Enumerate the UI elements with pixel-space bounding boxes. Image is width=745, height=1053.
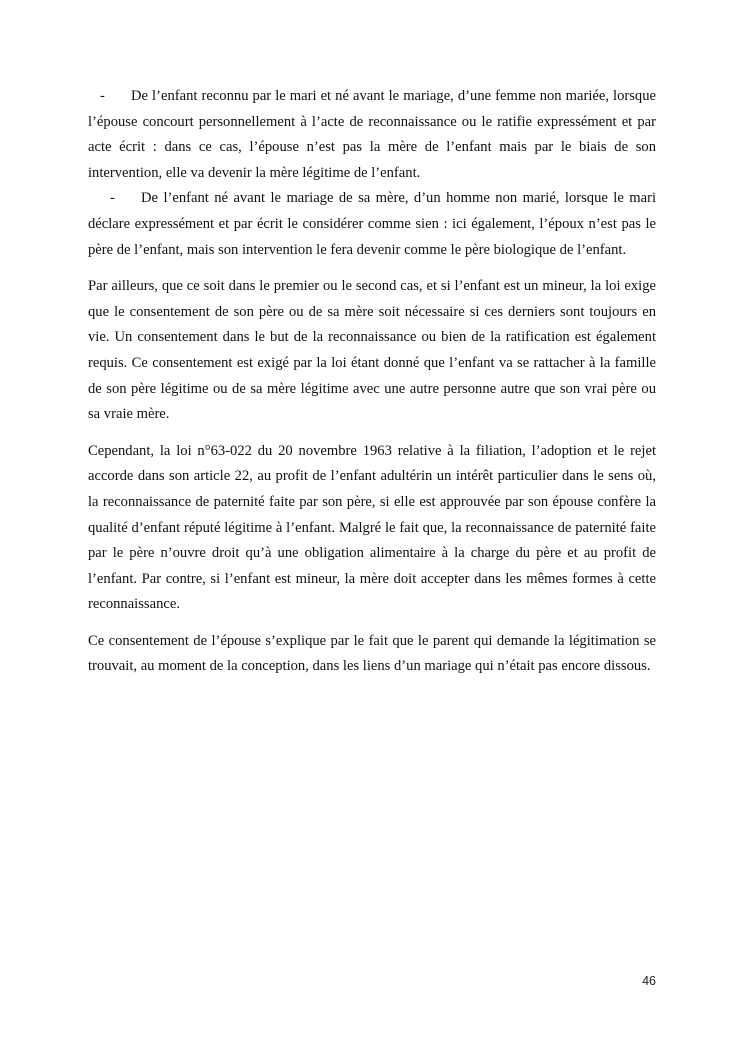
document-page — [88, 84, 656, 680]
bullet-dash: - — [110, 190, 115, 207]
bullet-dash: - — [100, 88, 105, 104]
body-paragraph: Ce consentement de l’épouse s’explique par le fait que le parent qui demande la légitimation se trouvait, au moment de la conception, dans les liens d’un mariage qui n’était pas encore dissous. — [88, 632, 656, 675]
page-number: 46 — [642, 974, 656, 988]
bullet-item — [88, 186, 656, 263]
bullet-text: De l’enfant né avant le mariage de sa mère, d’un homme non marié, lorsque le mari déclare expressément et par écrit le considérer comme sien : ici également, l’époux n’est pas le père de l’enfant, mais son intervention le fera devenir comme le père biologique de l’enfant. — [88, 190, 656, 258]
body-paragraph: Cependant, la loi n°63-022 du 20 novembre 1963 relative à la filiation, l’adoption et le rejet accorde dans son article 22, au profit de l’enfant adultérin un intérêt particulier dans le sens où, la reconnaissance de paternité faite par son père, si elle est approuvée par son épouse confère la qualité d’enfant réputé légitime à l’enfant. Malgré le fait que, la reconnaissance de paternité faite par le père n’ouvre droit qu’à une obligation alimentaire à la charge du père et au profit de l’enfant. Par contre, si l’enfant est mineur, la mère doit accepter dans les mêmes formes à cette reconnaissance. — [88, 442, 656, 613]
bullet-item — [88, 84, 656, 186]
bullet-text: De l’enfant reconnu par le mari et né avant le mariage, d’une femme non mariée, lorsque l’épouse concourt personnellement à l’acte de reconnaissance ou le ratifie expressément et par acte écrit : dans ce cas, l’épouse n’est pas la mère de l’enfant mais par le biais de son intervention, elle va devenir la mère légitime de l’enfant. — [88, 88, 656, 181]
body-paragraph: Par ailleurs, que ce soit dans le premier ou le second cas, et si l’enfant est un mineur, la loi exige que le consentement de son père ou de sa mère soit nécessaire si ces derniers sont toujours en vie. Un consentement dans le but de la reconnaissance ou bien de la ratification est également requis. Ce consentement est exigé par la loi étant donné que l’enfant va se rattacher à la famille de son père légitime ou de sa mère légitime avec une autre personne autre que son vrai père ou sa vraie mère. — [88, 278, 656, 423]
